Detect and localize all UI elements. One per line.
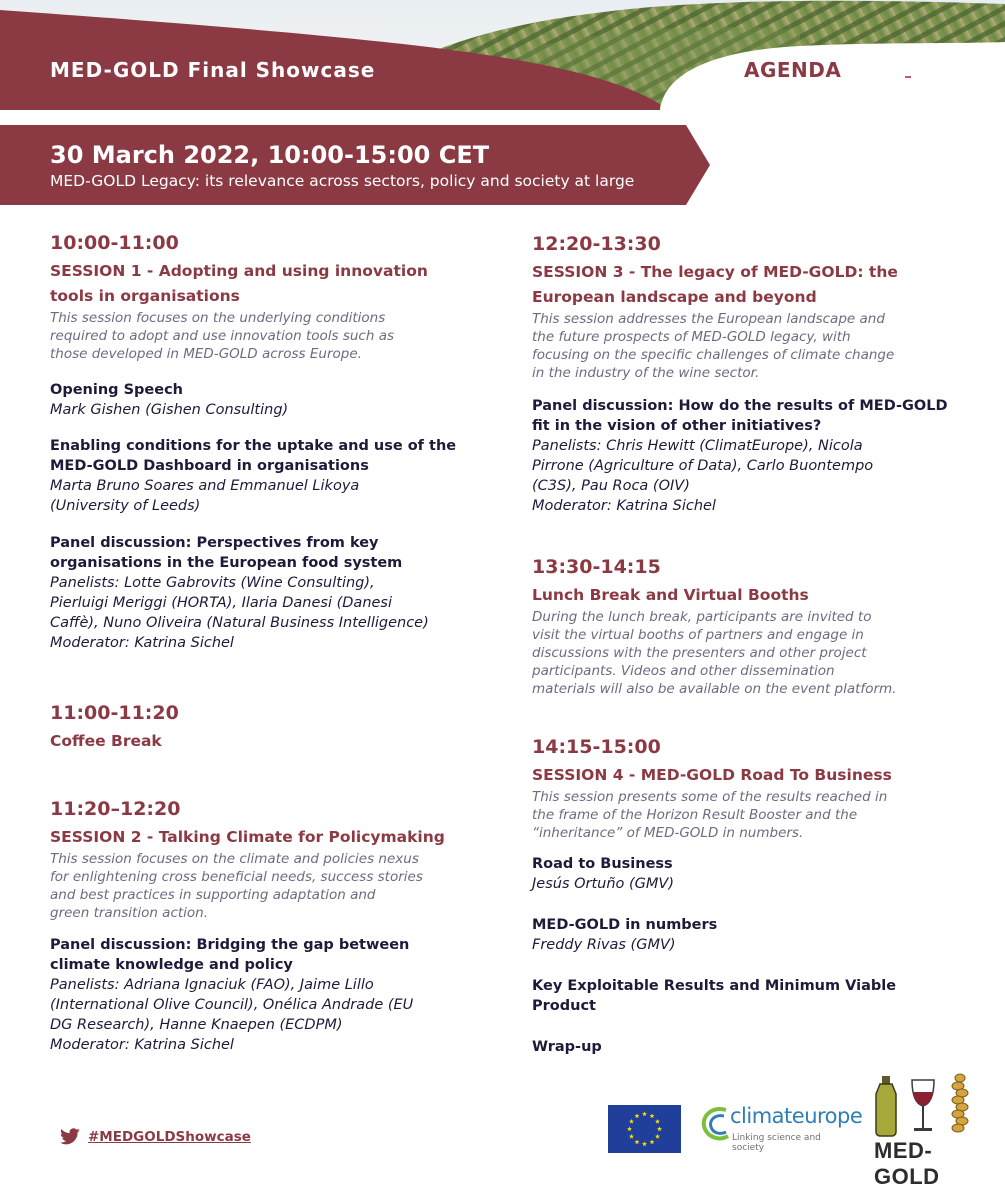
description-line: This session focuses on the underlying conditions bbox=[50, 310, 386, 326]
session-2-block bbox=[50, 798, 480, 922]
speaker-line: DG Research), Hanne Knaepen (ECDPM) bbox=[50, 1017, 343, 1033]
description-line: During the lunch break, participants are invited to bbox=[532, 609, 872, 625]
med-gold-logo-text: MED-GOLD bbox=[874, 1138, 940, 1189]
description-line: in the industry of the wine sector. bbox=[532, 365, 760, 381]
session-time: 11:00-11:20 bbox=[50, 702, 179, 724]
climateurope-logo bbox=[700, 1104, 863, 1153]
agenda-item bbox=[532, 1037, 962, 1057]
coffee-break-block bbox=[50, 702, 480, 754]
description-line: “inheritance” of MED-GOLD in numbers. bbox=[532, 825, 804, 841]
description-line: required to adopt and use innovation tools such as bbox=[50, 328, 395, 344]
speaker-line: Jesús Ortuño (GMV) bbox=[532, 876, 675, 892]
speaker-line: Mark Gishen (Gishen Consulting) bbox=[50, 402, 289, 418]
agenda-label: AGENDA bbox=[744, 58, 842, 82]
agenda-item bbox=[50, 436, 480, 516]
speaker-line: Moderator: Katrina Sichel bbox=[50, 1037, 234, 1053]
agenda-item-title: Panel discussion: Perspectives from key bbox=[50, 535, 379, 551]
twitter-hashtag-link[interactable] bbox=[60, 1128, 251, 1145]
agenda-item-title: Opening Speech bbox=[50, 382, 183, 398]
description-line: visit the virtual booths of partners and engage in bbox=[532, 627, 864, 643]
agenda-item-title: climate knowledge and policy bbox=[50, 957, 293, 973]
agenda-item bbox=[50, 935, 480, 1055]
speaker-line: Moderator: Katrina Sichel bbox=[50, 635, 234, 651]
speaker-line: (International Olive Council), Onélica Andrade (EU bbox=[50, 997, 414, 1013]
session-title: Coffee Break bbox=[50, 732, 162, 750]
session-4-block bbox=[532, 736, 962, 842]
med-gold-logo bbox=[872, 1070, 982, 1189]
session-time: 13:30-14:15 bbox=[532, 556, 661, 578]
session-title-line: SESSION 3 - The legacy of MED-GOLD: the bbox=[532, 263, 898, 281]
speaker-line: Caffè), Nuno Oliveira (Natural Business Intelligence) bbox=[50, 615, 429, 631]
hashtag-text[interactable]: #MEDGOLDShowcase bbox=[88, 1128, 251, 1145]
description-line: the future prospects of MED-GOLD legacy, with bbox=[532, 329, 851, 345]
session-description bbox=[532, 310, 962, 382]
agenda-item-title: Key Exploitable Results and Minimum Viable bbox=[532, 978, 897, 994]
description-line: discussions with the presenters and other project bbox=[532, 645, 867, 661]
role-label: Panelists: bbox=[50, 575, 120, 591]
description-line: participants. Videos and other dissemination bbox=[532, 663, 835, 679]
agenda-item-title: Panel discussion: How do the results of MED-GOLD bbox=[532, 398, 948, 414]
description-line: This session focuses on the climate and policies nexus bbox=[50, 851, 419, 867]
description-line: for enlightening cross beneficial needs, success stories bbox=[50, 869, 423, 885]
session-description bbox=[50, 309, 480, 363]
agenda-item-title: Road to Business bbox=[532, 856, 673, 872]
description-line: focusing on the specific challenges of climate change bbox=[532, 347, 895, 363]
speaker-line: Pirrone (Agriculture of Data), Carlo Buontempo bbox=[532, 458, 874, 474]
description-line: those developed in MED-GOLD across Europe. bbox=[50, 346, 362, 362]
speaker-line: Moderator: Katrina Sichel bbox=[532, 498, 716, 514]
speaker-line: Panelists: Adriana Ignaciuk (FAO), Jaime Lillo bbox=[50, 977, 374, 993]
session-time: 12:20-13:30 bbox=[532, 233, 661, 255]
agenda-item bbox=[532, 854, 962, 894]
session-time: 10:00-11:00 bbox=[50, 232, 179, 254]
role-label: Panelists: bbox=[532, 438, 602, 454]
speaker-line: (C3S), Pau Roca (OIV) bbox=[532, 478, 690, 494]
agenda-item-title: MED-GOLD in numbers bbox=[532, 917, 718, 933]
speaker-line: (University of Leeds) bbox=[50, 498, 201, 514]
agenda-item-title: Enabling conditions for the uptake and use of the bbox=[50, 438, 457, 454]
agenda-item-title: fit in the vision of other initiatives? bbox=[532, 418, 822, 434]
role-label: Moderator: bbox=[50, 1037, 130, 1053]
agenda-item bbox=[532, 976, 962, 1016]
vineyard-hills-image bbox=[0, 0, 1005, 110]
twitter-icon bbox=[60, 1128, 80, 1145]
session-title-line: SESSION 1 - Adopting and using innovation bbox=[50, 262, 428, 280]
session-description bbox=[532, 608, 962, 698]
description-line: green transition action. bbox=[50, 905, 209, 921]
agenda-item-title: Panel discussion: Bridging the gap between bbox=[50, 937, 410, 953]
lunch-break-block bbox=[532, 556, 962, 698]
agenda-item-title: Wrap-up bbox=[532, 1039, 602, 1055]
session-title-line: European landscape and beyond bbox=[532, 288, 817, 306]
speaker-line: Panelists: Chris Hewitt (ClimatEurope), Nicola bbox=[532, 438, 863, 454]
session-title: SESSION 4 - MED-GOLD Road To Business bbox=[532, 766, 892, 784]
description-line: and best practices in supporting adaptation and bbox=[50, 887, 376, 903]
session-title bbox=[532, 260, 962, 310]
session-1-block bbox=[50, 232, 480, 363]
description-line: This session presents some of the results reached in bbox=[532, 789, 888, 805]
session-title: Lunch Break and Virtual Booths bbox=[532, 586, 809, 604]
session-title bbox=[50, 259, 480, 309]
session-time: 11:20–12:20 bbox=[50, 798, 181, 820]
session-time: 14:15-15:00 bbox=[532, 736, 661, 758]
session-description bbox=[532, 788, 962, 842]
agenda-item-title: MED-GOLD Dashboard in organisations bbox=[50, 458, 369, 474]
session-3-block bbox=[532, 233, 962, 382]
agenda-item bbox=[532, 915, 962, 955]
session-title-line: tools in organisations bbox=[50, 287, 240, 305]
agenda-item bbox=[50, 533, 480, 653]
event-subtitle: MED-GOLD Legacy: its relevance across sectors, policy and society at large bbox=[50, 172, 635, 190]
session-description bbox=[50, 850, 480, 922]
speaker-line: Pierluigi Meriggi (HORTA), Ilaria Danesi (Danesi bbox=[50, 595, 393, 611]
description-line: This session addresses the European landscape and bbox=[532, 311, 885, 327]
description-line: materials will also be available on the event platform. bbox=[532, 681, 897, 697]
agenda-item-title: Product bbox=[532, 998, 596, 1014]
climateurope-swirl-icon bbox=[700, 1104, 734, 1144]
session-title: SESSION 2 - Talking Climate for Policymaking bbox=[50, 828, 445, 846]
role-label: Panelists: bbox=[50, 977, 120, 993]
description-line: the frame of the Horizon Result Booster and the bbox=[532, 807, 858, 823]
agenda-item-title: organisations in the European food system bbox=[50, 555, 403, 571]
role-label: Moderator: bbox=[50, 635, 130, 651]
olive-oil-wine-wheat-icon bbox=[872, 1070, 982, 1140]
event-date: 30 March 2022, 10:00-15:00 CET bbox=[50, 141, 490, 169]
speaker-line: Freddy Rivas (GMV) bbox=[532, 937, 676, 953]
climateurope-name: climateurope bbox=[730, 1104, 863, 1128]
eu-flag-logo bbox=[608, 1105, 681, 1153]
agenda-item bbox=[50, 380, 480, 420]
role-label: Moderator: bbox=[532, 498, 612, 514]
header-banner bbox=[0, 0, 1005, 110]
climateurope-tagline: Linking science and society bbox=[732, 1133, 821, 1153]
speaker-line: Panelists: Lotte Gabrovits (Wine Consulting), bbox=[50, 575, 375, 591]
event-brand-title: MED-GOLD Final Showcase bbox=[50, 58, 376, 82]
agenda-item bbox=[532, 396, 962, 516]
speaker-line: Marta Bruno Soares and Emmanuel Likoya bbox=[50, 478, 360, 494]
